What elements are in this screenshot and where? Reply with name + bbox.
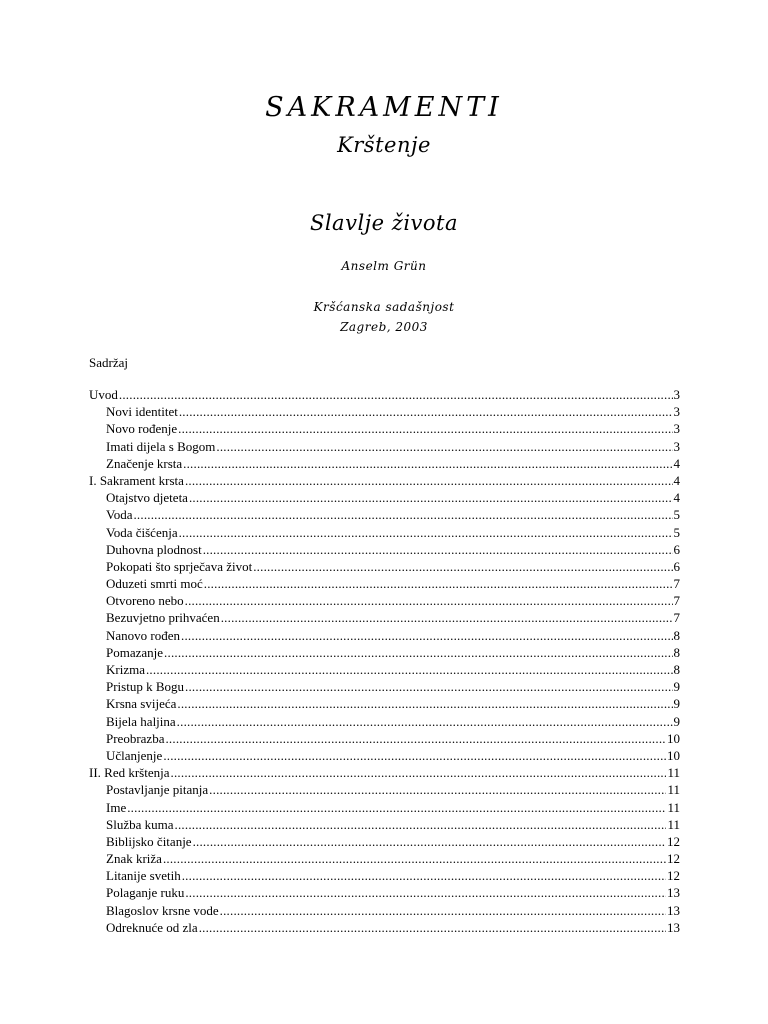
toc-entry-label: Duhovna plodnost [106, 541, 202, 557]
toc-dot-leader [203, 541, 673, 558]
toc-subentry[interactable] [89, 661, 680, 678]
toc-entry-label: Voda čišćenja [106, 524, 178, 540]
toc-entry-label: Značenje krsta [106, 455, 183, 471]
toc-entry-label: II. Red krštenja [89, 765, 170, 781]
toc-entry-label: Postavljanje pitanja [106, 782, 209, 798]
toc-subentry[interactable] [89, 884, 680, 901]
toc-entry-label: Bijela haljina [106, 713, 176, 729]
toc-subentry[interactable] [89, 730, 680, 747]
toc-page-number: 8 [673, 662, 680, 677]
toc-dot-leader [185, 472, 673, 489]
toc-page-number: 3 [673, 387, 680, 402]
document-title: SAKRAMENTI [265, 92, 503, 123]
toc-entry-label: Oduzeti smrti moć [106, 576, 203, 592]
toc-subentry[interactable] [89, 438, 680, 455]
toc-subentry[interactable] [89, 695, 680, 712]
toc-dot-leader [193, 833, 666, 850]
toc-page-number: 3 [673, 404, 680, 420]
toc-subentry[interactable] [89, 506, 680, 523]
toc-page-number: 11 [667, 799, 680, 815]
toc-page-number: 8 [673, 627, 680, 643]
toc-dot-leader [179, 524, 673, 541]
toc-page-number: 3 [673, 438, 680, 454]
toc-dot-leader [220, 902, 666, 919]
toc-entry-label: Znak križa [106, 851, 162, 867]
toc-page-number: 12 [667, 833, 680, 849]
toc-entry-label: Uvod [89, 387, 118, 402]
toc-dot-leader [183, 455, 672, 472]
toc-dot-leader [178, 420, 672, 437]
toc-entry-label: Biblijsko čitanje [106, 833, 192, 849]
toc-dot-leader [189, 489, 673, 506]
toc-page-number: 12 [667, 851, 680, 867]
toc-subentry[interactable] [89, 558, 680, 575]
toc-dot-leader [146, 661, 673, 678]
toc-page-number: 13 [667, 919, 680, 935]
toc-subentry[interactable] [89, 678, 680, 695]
toc-dot-leader [163, 850, 666, 867]
toc-dot-leader [185, 678, 672, 695]
toc-dot-leader [185, 592, 673, 609]
toc-page-number: 6 [673, 541, 680, 557]
toc-subentry[interactable] [89, 489, 680, 506]
toc-dot-leader [204, 575, 673, 592]
toc-entry-label: Imati dijela s Bogom [106, 438, 216, 454]
toc-dot-leader [165, 730, 666, 747]
toc-dot-leader [133, 506, 672, 523]
toc-dot-leader [171, 764, 667, 781]
toc-entry[interactable] [89, 472, 680, 489]
toc-page-number: 11 [667, 765, 680, 781]
toc-dot-leader [127, 799, 666, 816]
toc-page-number: 4 [673, 490, 680, 506]
toc-entry-label: Novo rođenje [106, 421, 178, 437]
toc-page-number: 4 [673, 472, 680, 488]
toc-subentry[interactable] [89, 799, 680, 816]
toc-page-number: 7 [673, 576, 680, 592]
toc-page-number: 5 [673, 507, 680, 523]
toc-subentry[interactable] [89, 420, 680, 437]
toc-entry-label: Pristup k Bogu [106, 679, 185, 695]
toc-dot-leader [175, 816, 667, 833]
toc-subentry[interactable] [89, 627, 680, 644]
toc-dot-leader [182, 867, 666, 884]
toc-subentry[interactable] [89, 781, 680, 798]
toc-page-number: 9 [673, 713, 680, 729]
publisher-name: Kršćanska sadašnjost [313, 300, 455, 314]
toc-page-number: 13 [667, 902, 680, 918]
toc-subentry[interactable] [89, 833, 680, 850]
toc-entry-label: Krizma [106, 662, 145, 677]
toc-subentry[interactable] [89, 609, 680, 626]
toc-subentry[interactable] [89, 541, 680, 558]
toc-page-number: 4 [673, 455, 680, 471]
toc-entry-label: Ime [106, 799, 127, 815]
toc-page-number: 3 [673, 421, 680, 437]
toc-dot-leader [185, 884, 666, 901]
toc-dot-leader [164, 644, 672, 661]
toc-entry-label: Voda [106, 507, 133, 523]
toc-subentry[interactable] [89, 902, 680, 919]
toc-entry-label: Bezuvjetno prihvaćen [106, 610, 220, 626]
toc-subentry[interactable] [89, 747, 680, 764]
toc-subentry[interactable] [89, 850, 680, 867]
toc-dot-leader [216, 438, 672, 455]
document-secondary-title: Slavlje života [309, 211, 459, 235]
toc-entry-label: Blagoslov krsne vode [106, 902, 219, 918]
toc-subentry[interactable] [89, 592, 680, 609]
toc-entry-label: Otvoreno nebo [106, 593, 184, 609]
document-subtitle: Krštenje [337, 133, 431, 157]
toc-entry-label: Pokopati što sprječava život [106, 558, 253, 574]
toc-subentry[interactable] [89, 713, 680, 730]
toc-page-number: 11 [667, 782, 680, 798]
toc-dot-leader [221, 609, 673, 626]
toc-dot-leader [177, 713, 673, 730]
toc-entry-label: Otajstvo djeteta [106, 490, 188, 506]
toc-dot-leader [119, 386, 673, 403]
toc-page-number: 7 [673, 593, 680, 609]
toc-page-number: 12 [667, 868, 680, 884]
toc-dot-leader [179, 403, 673, 420]
toc-page-number: 9 [673, 679, 680, 695]
toc-dot-leader [163, 747, 666, 764]
toc-entry[interactable] [89, 386, 680, 403]
toc-entry-label: Preobrazba [106, 730, 165, 746]
toc-page-number: 10 [667, 730, 680, 746]
toc-subentry[interactable] [89, 644, 680, 661]
toc-page-number: 6 [673, 558, 680, 574]
toc-dot-leader [181, 627, 672, 644]
toc-entry-label: Nanovo rođen [106, 627, 181, 643]
toc-dot-leader [209, 781, 666, 798]
toc-page-number: 13 [667, 885, 680, 901]
toc-subentry[interactable] [89, 816, 680, 833]
toc-entry-label: Učlanjenje [106, 747, 163, 763]
toc-entry-label: Polaganje ruku [106, 885, 185, 901]
author-name: Anselm Grün [341, 259, 427, 273]
toc-heading: Sadržaj [89, 355, 128, 370]
toc-subentry[interactable] [89, 919, 680, 936]
table-of-contents [89, 386, 680, 936]
toc-page-number: 7 [673, 610, 680, 626]
toc-page-number: 10 [667, 747, 680, 763]
toc-subentry[interactable] [89, 867, 680, 884]
toc-entry-label: Krsna svijeća [106, 696, 177, 712]
toc-dot-leader [253, 558, 672, 575]
toc-subentry[interactable] [89, 524, 680, 541]
toc-page-number: 9 [673, 696, 680, 712]
toc-entry-label: Odreknuće od zla [106, 919, 198, 935]
toc-entry-label: Litanije svetih [106, 868, 181, 884]
toc-subentry[interactable] [89, 455, 680, 472]
publication-place-year: Zagreb, 2003 [340, 320, 428, 334]
toc-entry-label: Služba kuma [106, 816, 174, 832]
toc-entry-label: I. Sakrament krsta [89, 472, 184, 488]
toc-subentry[interactable] [89, 575, 680, 592]
toc-page-number: 5 [673, 524, 680, 540]
toc-entry[interactable] [89, 764, 680, 781]
toc-entry-label: Pomazanje [106, 644, 164, 660]
toc-dot-leader [177, 695, 672, 712]
toc-dot-leader [199, 919, 666, 936]
toc-entry-label: Novi identitet [106, 404, 178, 420]
toc-subentry[interactable] [89, 403, 680, 420]
toc-page-number: 8 [673, 644, 680, 660]
toc-page-number: 11 [667, 816, 680, 832]
